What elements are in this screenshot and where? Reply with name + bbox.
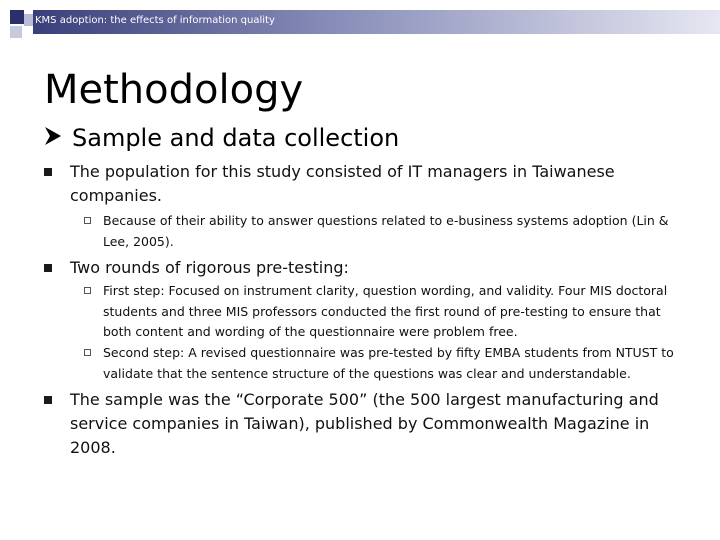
arrow-right-icon — [44, 124, 72, 153]
section-heading-text: Sample and data collection — [72, 124, 400, 152]
sub-bullet-text: Second step: A revised questionnaire was pre-tested by fifty EMBA students from NTUST to validate that the sentence structure of the questions was clear and understandable. — [103, 345, 674, 381]
hollow-square-bullet-icon — [84, 287, 91, 294]
bullet-text: Two rounds of rigorous pre-testing: — [70, 258, 349, 277]
decorative-square-grey — [10, 26, 22, 38]
bullet-text: The sample was the “Corporate 500” (the 500 largest manufacturing and service companies in Taiwan), published by Commonwealth Magazine in 2008. — [70, 390, 659, 457]
hollow-square-bullet-icon — [84, 217, 91, 224]
hollow-square-bullet-icon — [84, 349, 91, 356]
square-bullet-icon — [44, 396, 52, 404]
header-title: KMS adoption: the effects of information quality — [35, 15, 275, 26]
sub-bullet-text: First step: Focused on instrument clarity, question wording, and validity. Four MIS doctoral students and three MIS professors conducted the first round of pre-testing to ensure that both content and wording of the questionnaire were problem free. — [103, 283, 668, 339]
sub-bullet-text: Because of their ability to answer questions related to e-business systems adoption (Lin & Lee, 2005). — [103, 213, 669, 249]
square-bullet-icon — [44, 168, 52, 176]
section-heading — [44, 124, 399, 153]
bullet-text: The population for this study consisted of IT managers in Taiwanese companies. — [70, 162, 615, 205]
slide-title: Methodology — [44, 67, 304, 113]
square-bullet-icon — [44, 264, 52, 272]
decorative-square-navy — [10, 10, 24, 24]
